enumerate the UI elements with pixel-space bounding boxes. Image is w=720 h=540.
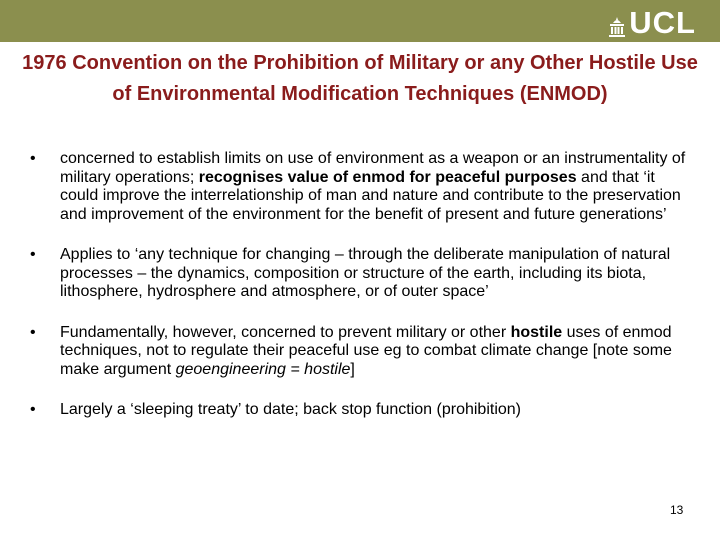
ucl-logo	[608, 5, 696, 40]
bullet-item	[30, 150, 690, 224]
logo-text: UCL	[629, 5, 696, 40]
bullet-text: concerned to establish limits on use of environment as a weapon or an instrumentality of military operations;	[60, 150, 686, 186]
bullet-dot-icon: •	[30, 401, 36, 418]
bullet-italic-text: geoengineering = hostile	[175, 360, 351, 378]
bullet-item	[30, 401, 690, 420]
bullet-dot-icon: •	[30, 150, 36, 167]
bullet-item	[30, 246, 690, 302]
bullet-dot-icon: •	[30, 246, 36, 263]
bullet-text: ]	[350, 360, 355, 378]
page-number: 13	[670, 503, 684, 517]
portico-icon	[608, 16, 626, 38]
bullet-text: uses of enmod techniques, not to regulate their peaceful use eg to combat climate change [note some make argument	[60, 323, 672, 378]
bullet-text: Applies to ‘any technique for changing – through the deliberate manipulation of natural processes – the dynamics, composition or structure of the earth, including its biota, lithosphere, hydrosphere and atmosphere, or of outer space’	[60, 246, 671, 300]
bullet-item	[30, 324, 690, 380]
bullet-bold-text: recognises value of enmod for peaceful purposes	[198, 168, 577, 186]
bullet-text: Fundamentally, however, concerned to prevent military or other	[60, 323, 511, 341]
bullet-dot-icon: •	[30, 323, 36, 341]
bullet-list	[30, 150, 690, 420]
bullet-bold-text: hostile	[510, 323, 563, 341]
slide-title: 1976 Convention on the Prohibition of Military or any Other Hostile Use of Environmental Modification Techniques (ENMOD)	[22, 52, 698, 105]
bullet-text: and that ‘it could improve the interrelationship of man and nature and contribute to the preservation and improvement of the environment for the benefit of present and future generations’	[60, 168, 681, 223]
bullet-text: Largely a ‘sleeping treaty’ to date; back stop function (prohibition)	[60, 401, 522, 418]
